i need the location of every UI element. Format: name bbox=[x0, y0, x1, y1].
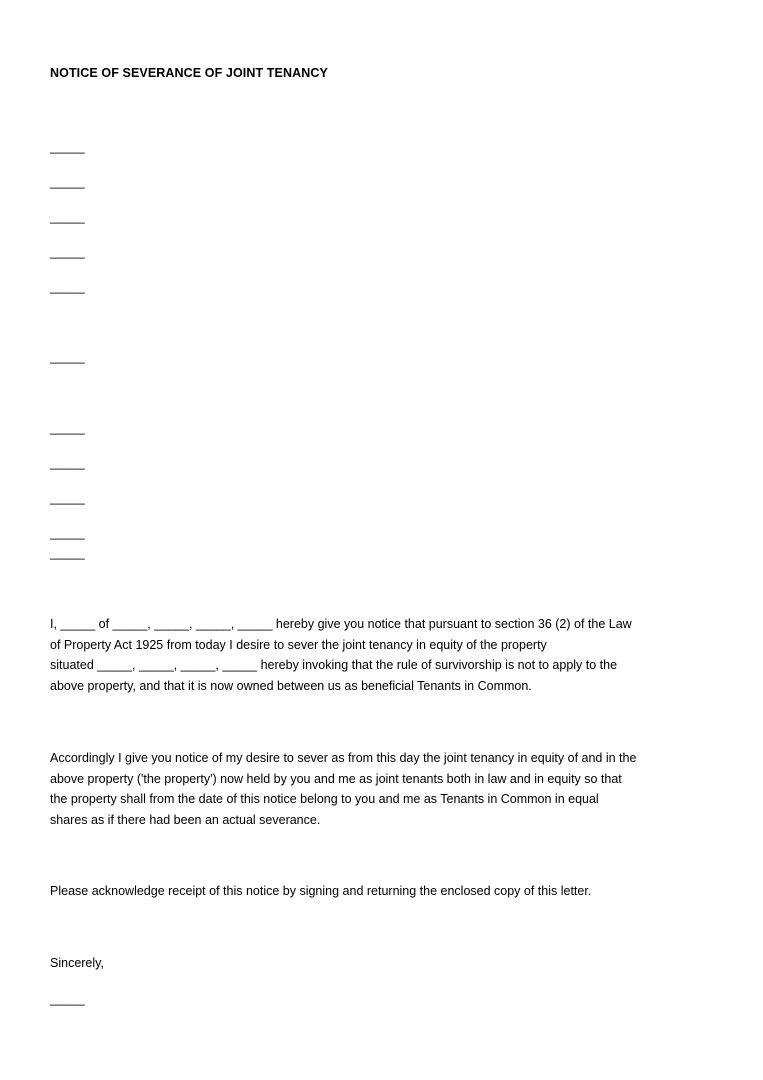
notice-paragraph-line: situated _____, _____, _____, _____ hereby invoking that the rule of survivorship is not to apply to the bbox=[50, 658, 618, 673]
notice-paragraph-line: of Property Act 1925 from today I desire to sever the joint tenancy in equity of the property bbox=[50, 637, 547, 652]
recipient-line-5-blank: _____ bbox=[50, 546, 85, 560]
notice-paragraph bbox=[50, 614, 720, 697]
address-line-5-blank: _____ bbox=[50, 280, 85, 294]
closing-salutation: Sincerely, bbox=[50, 956, 104, 970]
address-line-1-blank: _____ bbox=[50, 140, 85, 154]
severance-paragraph-line: Accordingly I give you notice of my desire to sever as from this day the joint tenancy in equity of and in the bbox=[50, 751, 637, 765]
document-title: NOTICE OF SEVERANCE OF JOINT TENANCY bbox=[50, 66, 328, 80]
severance-paragraph-line: shares as if there had been an actual severance. bbox=[50, 813, 321, 828]
notice-paragraph-line: I, _____ of _____, _____, _____, _____ hereby give you notice that pursuant to section 36 (2) of the Law bbox=[50, 617, 632, 631]
recipient-line-3-blank: _____ bbox=[50, 491, 85, 505]
recipient-line-4-blank: _____ bbox=[50, 526, 85, 540]
notice-paragraph-line: above property, and that it is now owned between us as beneficial Tenants in Common. bbox=[50, 679, 532, 694]
address-line-3-blank: _____ bbox=[50, 210, 85, 224]
severance-paragraph-line: above property ('the property') now held by you and me as joint tenants both in law and in equity so that bbox=[50, 771, 622, 786]
date-blank: _____ bbox=[50, 350, 85, 364]
severance-paragraph-line: the property shall from the date of this notice belong to you and me as Tenants in Common in equal bbox=[50, 792, 599, 807]
address-line-4-blank: _____ bbox=[50, 245, 85, 259]
recipient-line-1-blank: _____ bbox=[50, 421, 85, 435]
acknowledgement-text: Please acknowledge receipt of this notice by signing and returning the enclosed copy of this letter. bbox=[50, 884, 592, 898]
address-line-2-blank: _____ bbox=[50, 175, 85, 189]
severance-paragraph bbox=[50, 748, 720, 831]
recipient-line-2-blank: _____ bbox=[50, 456, 85, 470]
signature-blank: _____ bbox=[50, 992, 85, 1006]
acknowledgement-paragraph bbox=[50, 881, 720, 902]
